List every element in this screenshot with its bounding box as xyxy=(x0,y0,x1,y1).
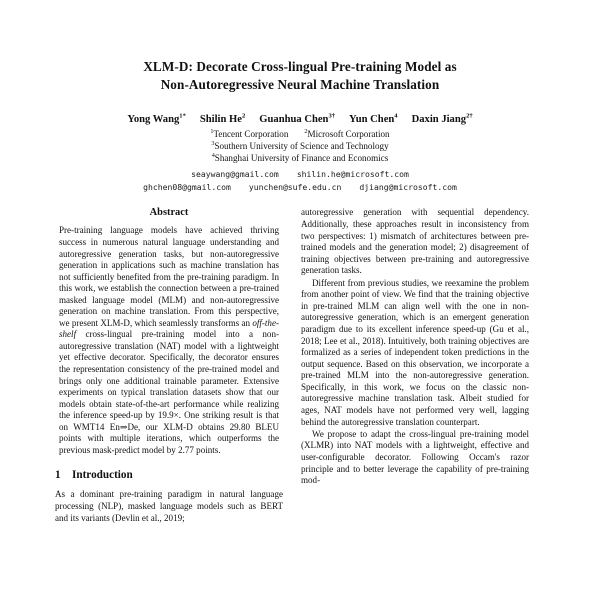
author-marks: 1* xyxy=(179,112,186,120)
affiliation-entry xyxy=(212,152,389,164)
body-paragraph: We propose to adapt the cross-lingual pre-training model (XLMR) into NAT models with a lightweight, effective and user-configurable decorator. Following Occam's razor principle and to better leverage the capability of pre-training mod- xyxy=(301,428,529,486)
section-heading-introduction xyxy=(55,468,283,482)
affiliation-name: Microsoft Corporation xyxy=(307,129,390,139)
affiliation-name: Southern University of Science and Technology xyxy=(214,141,389,152)
author-marks: 3† xyxy=(328,112,336,120)
affiliation-entry xyxy=(304,128,389,140)
author-name: Shilin He xyxy=(199,114,242,125)
author-list xyxy=(55,113,545,126)
affiliation-line xyxy=(55,128,545,140)
author-marks: 2 xyxy=(241,112,246,120)
author-entry xyxy=(259,113,335,126)
author-name: Yong Wang xyxy=(127,114,180,125)
affiliation-list xyxy=(55,128,545,164)
email-list xyxy=(55,168,545,193)
left-column xyxy=(55,207,283,524)
section-number: 1 xyxy=(55,469,61,482)
affiliation-mark: 4 xyxy=(211,152,215,160)
author-name: Daxin Jiang xyxy=(411,114,467,125)
body-paragraph: Different from previous studies, we reexamine the problem from another point of view. We find that the training objective in pre-trained MLM can align well with the one in non-autoregressive generation, which is an emergent generation paradigm due to its excellent inference speed-up (Gu et al., 2018; Lee et al., 2018). Intuitively, both training objectives are formalized as a series of independent token predictions in the output sequence. Based on this observation, we incorporate a pre-trained MLM into the non-autoregressive generation. Specifically, in this work, we focus on the classic non-autoregressive machine translation task. Albeit studied for ages, NAT models have not performed very well, lagging behind the autoregressive translation counterpart. xyxy=(301,277,529,427)
email-address[interactable]: djiang@microsoft.com xyxy=(359,181,457,192)
abstract-heading: Abstract xyxy=(149,207,189,219)
affiliation-entry xyxy=(210,128,288,140)
author-entry xyxy=(349,113,398,126)
title-line-1: XLM-D: Decorate Cross-lingual Pre-training Model as xyxy=(143,59,457,74)
affiliation-line xyxy=(55,140,545,152)
email-line xyxy=(55,168,545,181)
author-entry xyxy=(412,113,473,126)
page-title xyxy=(55,0,545,93)
affiliation-mark: 3 xyxy=(211,140,215,148)
abstract-text-part-1: Pre-training language models have achieved thriving success in numerous natural language understanding and autoregressive generation tasks, but non-autoregressive generation in applications such as machine translation has not sufficiently benefited from the pre-training paradigm. In this work, we establish the connection between a pre-trained masked language model (MLM) and non-autoregressive generation on machine translation. From this perspective, we present XLM-D, which seamlessly transforms an xyxy=(59,225,279,328)
affiliation-line xyxy=(55,152,545,164)
email-address[interactable]: ghchen08@gmail.com xyxy=(143,181,231,192)
affiliation-entry xyxy=(211,140,388,152)
affiliation-name: Tencent Corporation xyxy=(213,129,289,139)
author-name: Yun Chen xyxy=(349,114,395,125)
body-paragraph: autoregressive generation with sequential dependency. Additionally, these approaches result in inconsistency from two perspectives: 1) mismatch of architectures between pre-trained models and the generation model; 2) disagreement of training objectives between pre-training and autoregressive generation tasks. xyxy=(301,207,529,276)
abstract-text-part-2: cross-lingual pre-training model into a non-autoregressive translation (NAT) model with a lightweight yet effective decorator. Specifically, the decorator ensures the representation consistency of the pre-trained model and brings only one additional trainable parameter. Extensive experiments on typical translation datasets show that our models obtain state-of-the-art performance while realizing the inference speed-up by 19.9×. One striking result is that on WMT14 En⇒De, our XLM-D obtains 29.80 BLEU points with multiple iterations, which outperforms the previous mask-predict model by 2.77 points. xyxy=(59,329,279,455)
section-title: Introduction xyxy=(72,469,133,482)
email-address[interactable]: yunchen@sufe.edu.cn xyxy=(248,181,342,192)
author-marks: 2† xyxy=(466,112,473,120)
author-entry xyxy=(200,113,245,126)
affiliation-mark: 2 xyxy=(304,127,308,135)
author-entry xyxy=(127,113,186,126)
email-address[interactable]: seaywang@gmail.com xyxy=(191,169,279,180)
right-column xyxy=(301,207,529,524)
author-marks: 4 xyxy=(394,112,398,120)
abstract-body xyxy=(55,225,283,456)
affiliation-mark: 1 xyxy=(210,127,214,135)
intro-paragraph: As a dominant pre-training paradigm in natural language processing (NLP), masked language models such as BERT and its variants (Devlin et al., 2019; xyxy=(55,489,283,523)
author-name: Guanhua Chen xyxy=(259,114,329,125)
title-line-2: Non-Autoregressive Neural Machine Translation xyxy=(160,76,440,92)
affiliation-name: Shanghai University of Finance and Economics xyxy=(214,153,389,164)
email-line xyxy=(55,181,545,194)
body-columns xyxy=(55,207,545,524)
email-address[interactable]: shilin.he@microsoft.com xyxy=(296,169,409,180)
abstract-italic-phrase: off-the-shelf xyxy=(59,317,279,340)
